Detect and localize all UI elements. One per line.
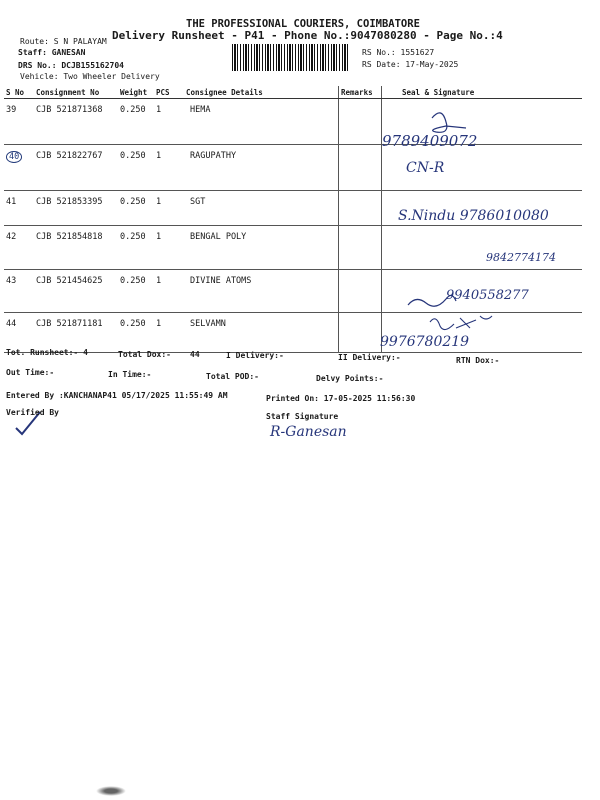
cell-sno: 43 [4,270,34,313]
handwritten-phone-row1: 9789409072 [382,132,478,150]
printed-on: Printed On: 17-05-2025 11:56:30 [266,394,416,403]
out-time: Out Time:- [6,368,55,377]
cell-consignment: CJB 521854818 [34,226,118,270]
verified-by-label: Verified By [6,408,59,417]
delvy-points: Delvy Points:- [316,374,384,383]
cell-sno: 44 [4,313,34,353]
cell-consignee: DIVINE ATOMS [184,270,339,313]
col-header-pcs: PCS [154,86,184,99]
cell-pcs: 1 [154,145,184,191]
cell-weight: 0.250 [118,270,154,313]
cell-weight: 0.250 [118,313,154,353]
cell-consignee: SELVAMN [184,313,339,353]
ii-delivery: II Delivery:- [338,353,401,362]
total-dox-label: Total Dox:- [118,350,171,359]
in-time: In Time:- [108,370,152,379]
handwritten-note-row2: CN-R [406,160,445,176]
cell-consignment: CJB 521454625 [34,270,118,313]
col-header-sno: S No [4,86,34,99]
cell-pcs: 1 [154,226,184,270]
cell-weight: 0.250 [118,191,154,226]
cell-consignee: SGT [184,191,339,226]
cell-consignee: RAGUPATHY [184,145,339,191]
cell-pcs: 1 [154,191,184,226]
drs-number: DRS No.: DCJB155162704 [18,61,124,70]
staff-signature-handwriting: R-Ganesan [270,424,347,440]
staff-signature-label: Staff Signature [266,412,339,421]
signature-scribble-row6 [430,316,492,330]
staff-label: Staff: GANESAN [18,48,86,57]
col-header-seal-signature: Seal & Signature [382,86,583,99]
col-header-remarks: Remarks [339,86,382,99]
handwritten-phone-row4b: 9842774174 [486,251,556,264]
cell-pcs: 1 [154,313,184,353]
rs-number: RS No.: 1551627 [362,48,435,57]
cell-weight: 0.250 [118,99,154,145]
handwritten-note-row4: S.Nindu 9786010080 [398,208,549,224]
rs-date: RS Date: 17-May-2025 [362,60,459,69]
rtn-dox: RTN Dox:- [456,356,500,365]
cell-consignment: CJB 521853395 [34,191,118,226]
cell-sno: 41 [4,191,34,226]
cell-weight: 0.250 [118,145,154,191]
col-header-consignment: Consignment No [34,86,118,99]
sheet-title: Delivery Runsheet - P41 - Phone No.:9047080280 - Page No.:4 [112,29,503,42]
ink-smudge [96,786,126,796]
tot-runsheet: Tot. Runsheet:- 4 [6,348,88,357]
i-delivery: I Delivery:- [226,351,284,360]
cell-consignee: HEMA [184,99,339,145]
cell-sno: 39 [4,99,34,145]
cell-pcs: 1 [154,99,184,145]
total-pod: Total POD:- [206,372,259,381]
cell-consignee: BENGAL POLY [184,226,339,270]
route-label: Route: S N PALAYAM [20,37,107,46]
signature-scribble-hema [432,113,466,132]
cell-pcs: 1 [154,270,184,313]
circled-sno: 40 [6,151,22,163]
col-header-weight: Weight [118,86,154,99]
entered-by: Entered By :KANCHANAP41 05/17/2025 11:55:49 AM [6,391,228,400]
cell-weight: 0.250 [118,226,154,270]
cell-consignment: CJB 521871368 [34,99,118,145]
vehicle-label: Vehicle: Two Wheeler Delivery [20,72,160,81]
handwritten-phone-row5: 9940558277 [446,288,529,303]
cell-consignment: CJB 521822767 [34,145,118,191]
total-dox-value: 44 [190,350,200,359]
col-header-consignee: Consignee Details [184,86,339,99]
cell-consignment: CJB 521871181 [34,313,118,353]
company-title: THE PROFESSIONAL COURIERS, COIMBATORE [186,18,420,30]
handwritten-phone-row6: 9976780219 [380,334,470,350]
cell-sno: 42 [4,226,34,270]
